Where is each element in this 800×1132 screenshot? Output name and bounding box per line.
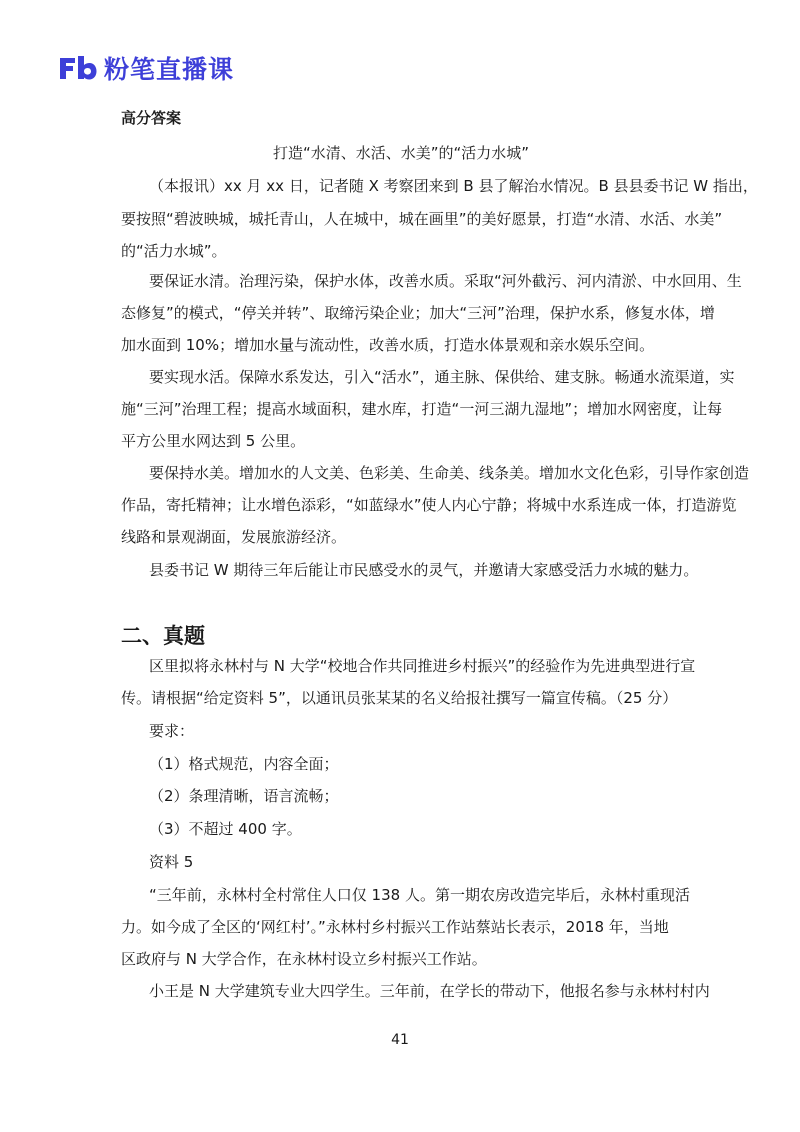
question-line: 区里拟将永林村与 N 大学“校地合作共同推进乡村振兴”的经验作为先进典型进行宣 <box>149 657 696 675</box>
requirements-label: 要求： <box>149 722 195 740</box>
material-line: 小王是 N 大学建筑专业大四学生。三年前，在学长的带动下，他报名参与永林村村内 <box>149 982 710 1000</box>
header-logo <box>58 52 234 84</box>
article-title: 打造“水清、水活、水美”的“活力水城” <box>272 144 530 162</box>
material-line: “三年前，永林村全村常住人口仅 138 人。第一期农房改造完毕后，永林村重现活 <box>149 886 690 904</box>
paragraph-line: 线路和景观湖面，发展旅游经济。 <box>121 528 347 546</box>
question-line: 传。请根据“给定资料 5”，以通讯员张某某的名义给报社撰写一篇宣传稿。（25 分） <box>121 689 678 707</box>
paragraph-line: 施“三河”治理工程；提高水域面积，建水库，打造“一河三湖九湿地”；增加水网密度，让每 <box>121 400 723 418</box>
paragraph-line: 要保持水美。增加水的人文美、色彩美、生命美、线条美。增加水文化色彩，引导作家创造 <box>149 464 750 482</box>
paragraph-line: 县委书记 W 期待三年后能让市民感受水的灵气，并邀请大家感受活力水城的魅力。 <box>149 561 699 579</box>
material-line: 力。如今成了全区的‘网红村’。”永林村乡村振兴工作站蔡站长表示，2018 年，当地 <box>121 918 669 936</box>
material-line: 区政府与 N 大学合作，在永林村设立乡村振兴工作站。 <box>121 950 487 968</box>
material-label: 资料 5 <box>149 853 194 871</box>
answer-label: 高分答案 <box>121 109 182 127</box>
logo-text: 粉笔直播课 <box>104 55 235 84</box>
page-number: 41 <box>391 1032 409 1048</box>
paragraph-line: 作品，寄托精神；让水增色添彩，“如蓝绿水”使人内心宁静；将城中水系连成一体，打造游览 <box>121 496 737 514</box>
paragraph-line: 要实现水活。保障水系发达，引入“活水”，通主脉、保供给、建支脉。畅通水流渠道，实 <box>149 368 735 386</box>
requirement-item: （3）不超过 400 字。 <box>149 820 302 838</box>
paragraph-line: 的“活力水城”。 <box>121 242 227 260</box>
fb-logo-icon <box>58 54 98 82</box>
paragraph-line: 加水面到 10%；增加水量与流动性，改善水质，打造水体景观和亲水娱乐空间。 <box>121 336 655 354</box>
requirement-item: （1）格式规范，内容全面； <box>149 755 339 773</box>
paragraph-line: 平方公里水网达到 5 公里。 <box>121 432 306 450</box>
paragraph-line: 要保证水清。治理污染，保护水体，改善水质。采取“河外截污、河内清淤、中水回用、生 <box>149 272 742 290</box>
paragraph-line: （本报讯）xx 月 xx 日，记者随 X 考察团来到 B 县了解治水情况。B 县县委书记 W 指出， <box>149 177 758 195</box>
section-heading: 二、真题 <box>121 624 205 648</box>
paragraph-line: 要按照“碧波映城，城托青山，人在城中，城在画里”的美好愿景，打造“水清、水活、水美” <box>121 210 723 228</box>
paragraph-line: 态修复”的模式，“停关并转”、取缔污染企业；加大“三河”治理，保护水系，修复水体，增 <box>121 304 715 322</box>
requirement-item: （2）条理清晰，语言流畅； <box>149 787 339 805</box>
